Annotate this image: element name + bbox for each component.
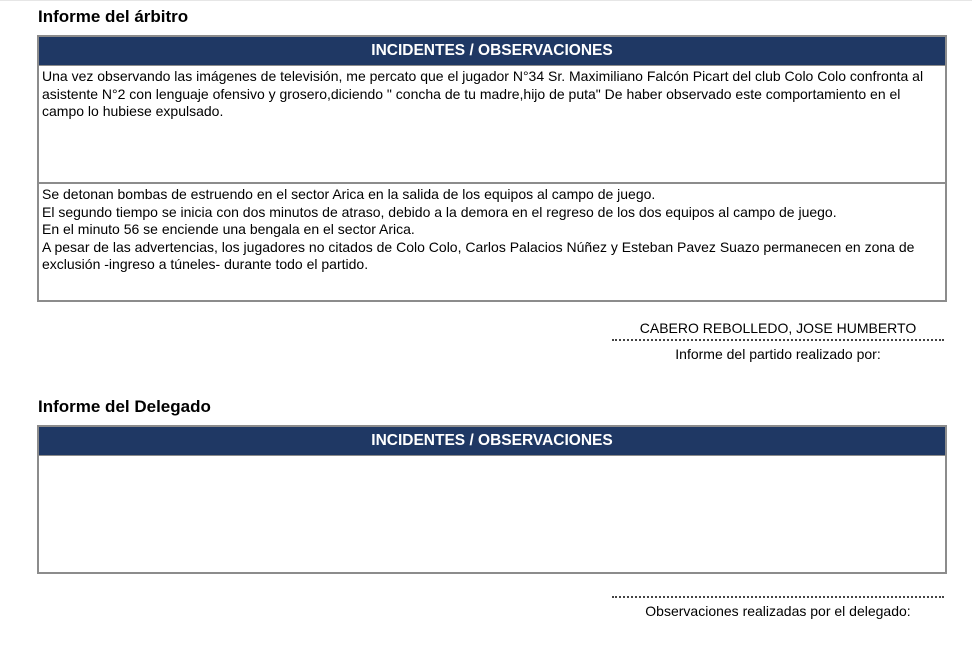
- referee-signature-line: [612, 339, 944, 341]
- delegate-signature-line: [612, 596, 944, 598]
- delegate-incidents-header: INCIDENTES / OBSERVACIONES: [39, 427, 945, 456]
- referee-report-title: Informe del árbitro: [38, 7, 189, 26]
- incident-line: El segundo tiempo se inicia con dos minutos de atraso, debido a la demora en el regreso de los dos equipos al campo de juego.: [42, 203, 837, 220]
- delegate-report-panel: [37, 425, 947, 574]
- referee-incidents-header: INCIDENTES / OBSERVACIONES: [39, 37, 945, 66]
- incident-line: En el minuto 56 se enciende una bengala en el sector Arica.: [42, 221, 415, 237]
- delegate-report-title: Informe del Delegado: [38, 397, 211, 416]
- delegate-observations-cell: [39, 456, 945, 572]
- referee-report-panel: [37, 35, 947, 302]
- referee-observations-cell: [39, 66, 945, 182]
- page-top-edge: [0, 0, 972, 1]
- delegate-signature-block: [612, 594, 944, 620]
- incident-line: A pesar de las advertencias, los jugadores no citados de Colo Colo, Carlos Palacios Núñez y Esteban Pavez Suazo permanecen en zona de exclusión -ingreso a túneles- durante todo el partido.: [42, 238, 915, 272]
- incident-line: Se detonan bombas de estruendo en el sector Arica en la salida de los equipos al campo de juego.: [42, 186, 656, 202]
- referee-incidents-cell: [39, 182, 945, 300]
- referee-observation-text: Una vez observando las imágenes de televisión, me percato que el jugador N°34 Sr. Maximiliano Falcón Picart del club Colo Colo confronta al asistente N°2 con lenguaje ofensivo y grosero,diciendo " concha de tu madre,hijo de puta" De haber observado este comportamiento en el campo lo hubiese expulsado.: [42, 68, 924, 119]
- referee-signature-block: [612, 319, 944, 363]
- delegate-signature-caption: Observaciones realizadas por el delegado:: [645, 603, 911, 619]
- referee-signature-caption: Informe del partido realizado por:: [675, 346, 881, 362]
- referee-name: CABERO REBOLLEDO, JOSE HUMBERTO: [639, 320, 917, 336]
